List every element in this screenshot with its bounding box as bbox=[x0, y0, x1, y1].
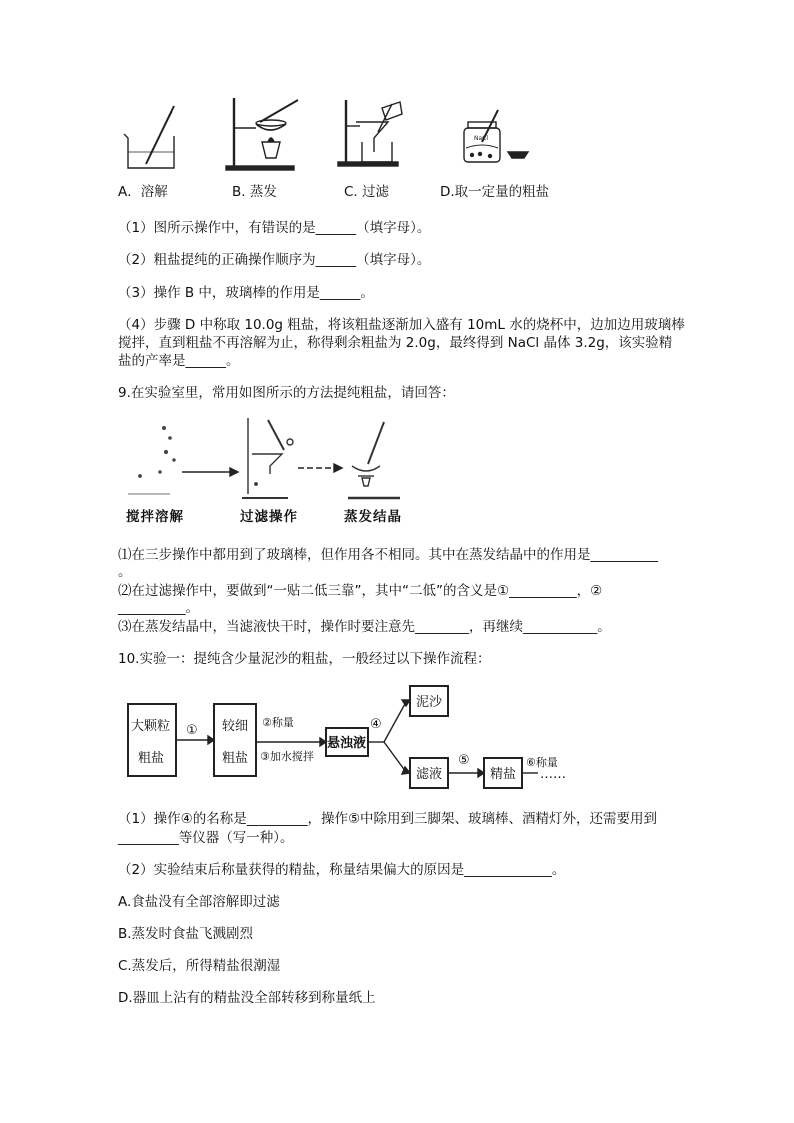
q8-sub3: （3）操作 B 中，玻璃棒的作用是______。 bbox=[118, 285, 374, 301]
q8-sub1: （1）图所示操作中，有错误的是______（填字母）。 bbox=[118, 220, 431, 236]
flow-box1-line1: 大颗粒 bbox=[131, 719, 171, 734]
flow-box2-line2: 粗盐 bbox=[222, 751, 249, 766]
evaporation-setup-icon bbox=[226, 98, 298, 170]
flow-step2: ②称量 bbox=[262, 716, 294, 729]
arrow-2-icon bbox=[298, 464, 342, 472]
q8-apparatus-figure bbox=[110, 92, 550, 177]
q9-fig-label-2: 过滤操作 bbox=[240, 509, 298, 525]
stirring-dissolve-icon bbox=[128, 427, 175, 495]
flow-box2-line1: 较细 bbox=[222, 719, 249, 734]
label-b: B. 蒸发 bbox=[232, 184, 277, 200]
q9-p2-line2: __________。 bbox=[118, 600, 199, 616]
q9-stem: 9.在实验室里，常用如图所示的方法提纯粗盐，请回答： bbox=[118, 385, 455, 401]
beaker-dissolve-icon bbox=[124, 106, 174, 168]
q8-sub4-line2: 搅拌，直到粗盐不再溶解为止，称得剩余粗盐为 2.0g，最终得到 NaCl 晶体 3.2g，该实验精 bbox=[118, 335, 673, 351]
evaporation-sketch-icon bbox=[348, 422, 400, 498]
flow-dots: …… bbox=[540, 767, 566, 782]
flow-box1-line2: 粗盐 bbox=[138, 751, 165, 766]
q10-option-d: D.器皿上沾有的精盐没全部转移到称量纸上 bbox=[118, 990, 376, 1006]
flow-box5: 滤液 bbox=[416, 767, 443, 782]
label-a: A．溶解 bbox=[118, 184, 168, 200]
q9-fig-label-3: 蒸发结晶 bbox=[344, 509, 402, 525]
flow-step1: ① bbox=[186, 723, 198, 738]
label-c: C. 过滤 bbox=[344, 184, 390, 200]
q8-sub4-line1: （4）步骤 D 中称取 10.0g 粗盐，将该粗盐逐渐加入盛有 10mL 水的烧杯中，边加边用玻璃棒 bbox=[118, 317, 685, 333]
q9-p2-line1: ⑵在过滤操作中，要做到“一贴二低三靠”，其中“二低”的含义是①__________，② bbox=[118, 583, 603, 599]
filtration-sketch-icon bbox=[242, 418, 293, 498]
q10-option-b: B.蒸发时食盐飞溅剧烈 bbox=[118, 926, 254, 942]
arrow-1-icon bbox=[182, 468, 238, 476]
q9-fig-label-1: 搅拌溶解 bbox=[126, 509, 184, 525]
q10-flowchart bbox=[124, 680, 604, 800]
q9-p1-line1: ⑴在三步操作中都用到了玻璃棒，但作用各不相同。其中在蒸发结晶中的作用是__________ bbox=[118, 547, 658, 563]
flow-step4: ④ bbox=[370, 717, 382, 732]
q10-sub2: （2）实验结束后称量获得的精盐，称量结果偏大的原因是_____________。 bbox=[118, 862, 566, 878]
flow-box6: 精盐 bbox=[490, 767, 517, 782]
flow-step5: ⑤ bbox=[458, 753, 470, 768]
q10-stem: 10.实验一：提纯含少量泥沙的粗盐，一般经过以下操作流程： bbox=[118, 651, 491, 667]
q9-p3: ⑶在蒸发结晶中，当滤液快干时，操作时要注意先________，再继续___________。 bbox=[118, 619, 611, 635]
label-d: D.取一定量的粗盐 bbox=[440, 184, 550, 200]
q9-p1-line2: 。 bbox=[118, 564, 132, 580]
flow-box4: 泥沙 bbox=[416, 695, 443, 710]
q8-sub2: （2）粗盐提纯的正确操作顺序为______（填字母）。 bbox=[118, 252, 431, 268]
q10-sub1-line2: _________等仪器（写一种）。 bbox=[118, 830, 294, 846]
filtration-setup-icon bbox=[338, 100, 402, 166]
flow-step3: ③加水搅拌 bbox=[260, 750, 314, 763]
q10-option-a: A.食盐没有全部溶解即过滤 bbox=[118, 894, 280, 910]
q10-option-c: C.蒸发后，所得精盐很潮湿 bbox=[118, 958, 281, 974]
q8-sub4-line3: 盐的产率是______。 bbox=[118, 353, 240, 369]
flow-step6: ⑥称量 bbox=[526, 756, 558, 769]
q10-sub1-line1: （1）操作④的名称是_________，操作⑤中除用到三脚架、玻璃棒、酒精灯外，还需要用到 bbox=[118, 811, 658, 827]
flow-box3: 悬浊液 bbox=[327, 736, 367, 751]
jar-label: NaCl bbox=[474, 135, 489, 142]
